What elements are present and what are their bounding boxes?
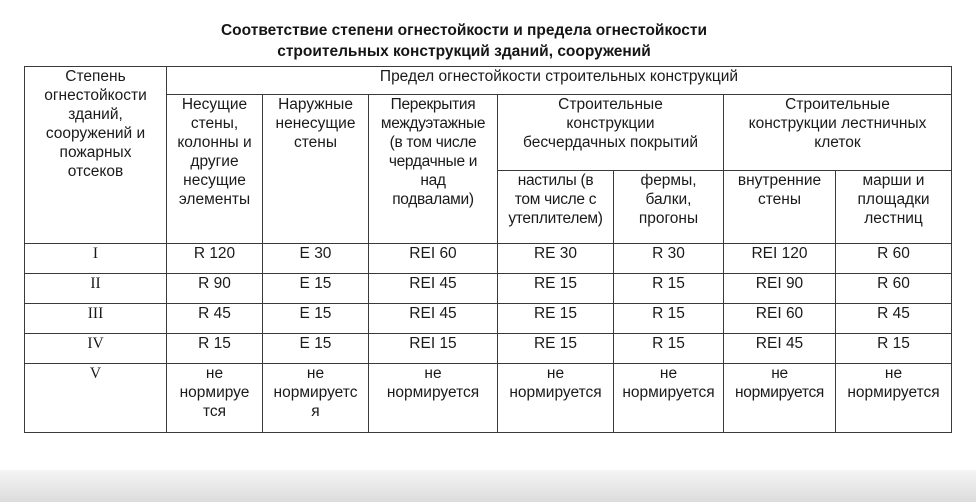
value-cell: не нормируется <box>369 364 498 433</box>
bottom-shade <box>0 470 976 502</box>
value-cell: RE 30 <box>498 244 614 274</box>
fire-resistance-table <box>24 66 952 433</box>
value-cell: E 15 <box>263 334 369 364</box>
table-row <box>25 334 952 364</box>
value-cell: REI 60 <box>724 304 836 334</box>
value-cell: E 15 <box>263 304 369 334</box>
value-cell: не нормируется <box>836 364 952 433</box>
value-cell: REI 15 <box>369 334 498 364</box>
value-cell: не нормируетс я <box>263 364 369 433</box>
value-cell: REI 45 <box>724 334 836 364</box>
value-cell: REI 60 <box>369 244 498 274</box>
degree-cell: III <box>25 304 167 334</box>
header-roof-decking: настилы (в том числе с утеплителем) <box>498 171 614 244</box>
value-cell: R 15 <box>614 274 724 304</box>
value-cell: не нормируется <box>614 364 724 433</box>
document-title <box>0 20 928 62</box>
value-cell: R 15 <box>614 334 724 364</box>
value-cell: R 90 <box>167 274 263 304</box>
header-degree: Степень огнестойкости зданий, сооружений и пожарных отсеков <box>25 67 167 244</box>
value-cell: RE 15 <box>498 274 614 304</box>
value-cell: REI 45 <box>369 274 498 304</box>
value-cell: R 60 <box>836 274 952 304</box>
title-line-2: строительных конструкций зданий, сооружений <box>277 43 651 60</box>
value-cell: REI 120 <box>724 244 836 274</box>
header-flights: марши и площадки лестниц <box>836 171 952 244</box>
degree-cell: II <box>25 274 167 304</box>
header-outer-walls: Наружные ненесущие стены <box>263 95 369 244</box>
header-bearing: Несущие стены, колонны и другие несущие элементы <box>167 95 263 244</box>
header-stairs-group: Строительные конструкции лестничных клеток <box>724 95 952 171</box>
value-cell: не нормируется <box>498 364 614 433</box>
value-cell: E 15 <box>263 274 369 304</box>
table-row <box>25 274 952 304</box>
header-limit-group: Предел огнестойкости строительных конструкций <box>167 67 952 95</box>
header-inner-walls: внутренние стены <box>724 171 836 244</box>
title-line-1: Соответствие степени огнестойкости и предела огнестойкости <box>220 22 708 39</box>
header-floors: Перекрытия междуэтажные (в том числе чердачные и над подвалами) <box>369 95 498 244</box>
value-cell: R 30 <box>614 244 724 274</box>
value-cell: RE 15 <box>498 304 614 334</box>
value-cell: R 15 <box>836 334 952 364</box>
value-cell: не нормируется <box>724 364 836 433</box>
table-row <box>25 304 952 334</box>
header-row-1 <box>25 67 952 95</box>
header-roof-trusses: фермы, балки, прогоны <box>614 171 724 244</box>
degree-cell: IV <box>25 334 167 364</box>
value-cell: R 120 <box>167 244 263 274</box>
value-cell: R 60 <box>836 244 952 274</box>
degree-cell: I <box>25 244 167 274</box>
table-row <box>25 244 952 274</box>
value-cell: REI 45 <box>369 304 498 334</box>
value-cell: REI 90 <box>724 274 836 304</box>
value-cell: R 15 <box>614 304 724 334</box>
value-cell: RE 15 <box>498 334 614 364</box>
value-cell: E 30 <box>263 244 369 274</box>
table-row <box>25 364 952 433</box>
value-cell: R 45 <box>836 304 952 334</box>
header-roof-group: Строительные конструкции бесчердачных покрытий <box>498 95 724 171</box>
value-cell: R 15 <box>167 334 263 364</box>
value-cell: не нормируе тся <box>167 364 263 433</box>
value-cell: R 45 <box>167 304 263 334</box>
degree-cell: V <box>25 364 167 433</box>
